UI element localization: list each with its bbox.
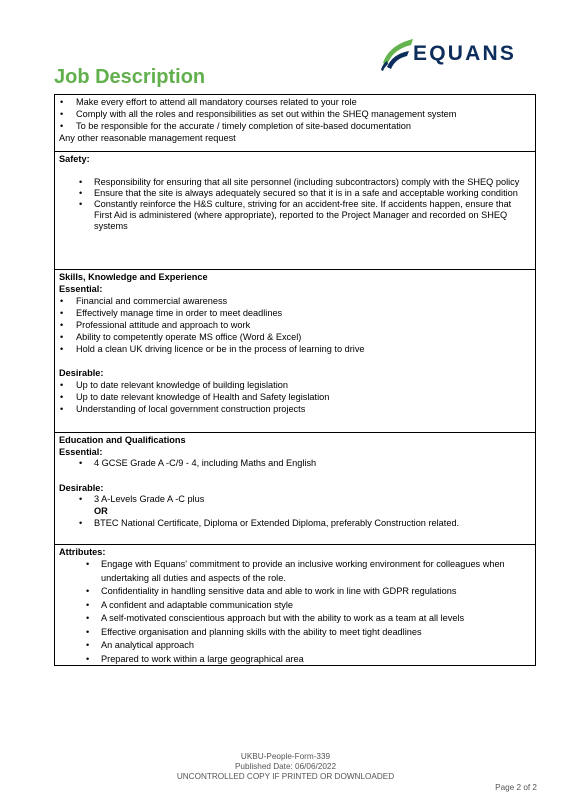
list-item: • Responsibility for ensuring that all site personnel (including subcontractors) comply with the SHEQ policy bbox=[55, 177, 535, 188]
list-item: • Engage with Equans' commitment to provide an inclusive working environment for colleagues when undertaking all duties and aspects of the role. bbox=[55, 558, 535, 585]
list-item: • To be responsible for the accurate / timely completion of site-based documentation bbox=[55, 120, 535, 132]
or-label: OR bbox=[94, 506, 108, 516]
intro-line: Any other reasonable management request bbox=[59, 133, 236, 143]
footer-published-date: Published Date: 06/06/2022 bbox=[234, 762, 337, 771]
list-item: • Make every effort to attend all mandatory courses related to your role bbox=[55, 96, 535, 108]
intro-section bbox=[55, 95, 535, 151]
list-item: • Up to date relevant knowledge of Health and Safety legislation bbox=[55, 391, 535, 403]
list-item: • Effective organisation and planning skills with the ability to meet tight deadlines bbox=[55, 626, 535, 640]
skills-desirable-heading: Desirable: bbox=[59, 368, 104, 378]
list-item: • 4 GCSE Grade A -C/9 - 4, including Maths and English bbox=[55, 458, 535, 469]
list-item: • Comply with all the roles and responsibilities as set out within the SHEQ management system bbox=[55, 108, 535, 120]
education-desirable-list bbox=[55, 494, 535, 505]
education-desirable-list-2 bbox=[55, 518, 535, 529]
attributes-heading: Attributes: bbox=[59, 547, 106, 557]
page-title: Job Description bbox=[54, 66, 206, 88]
list-item: • Prepared to work within a large geographical area bbox=[55, 653, 535, 667]
skills-essential-heading: Essential: bbox=[59, 284, 103, 294]
skills-desirable-list bbox=[55, 379, 535, 415]
safety-section bbox=[55, 151, 535, 269]
equans-logo-mark-icon bbox=[379, 33, 415, 71]
education-desirable-heading: Desirable: bbox=[59, 483, 104, 493]
attributes-list bbox=[55, 558, 535, 666]
footer-form-id: UKBU-People-Form-339 bbox=[240, 752, 331, 761]
list-item: • Confidentiality in handling sensitive data and able to work in line with GDPR regulations bbox=[55, 585, 535, 599]
list-item: • Ability to competently operate MS office (Word & Excel) bbox=[55, 331, 535, 343]
job-description-table bbox=[54, 94, 536, 666]
list-item: • Financial and commercial awareness bbox=[55, 295, 535, 307]
list-item: • Effectively manage time in order to meet deadlines bbox=[55, 307, 535, 319]
skills-essential-list bbox=[55, 295, 535, 355]
list-item: • Up to date relevant knowledge of building legislation bbox=[55, 379, 535, 391]
education-essential-heading: Essential: bbox=[59, 447, 103, 457]
list-item: • Hold a clean UK driving licence or be in the process of learning to drive bbox=[55, 343, 535, 355]
list-item: • A confident and adaptable communication style bbox=[55, 599, 535, 613]
footer-uncontrolled-notice: UNCONTROLLED COPY IF PRINTED OR DOWNLOADED bbox=[176, 772, 395, 781]
skills-section bbox=[55, 269, 535, 433]
education-essential-list bbox=[55, 458, 535, 469]
list-item: • BTEC National Certificate, Diploma or Extended Diploma, preferably Construction related. bbox=[55, 518, 535, 529]
logo-wordmark: EQUANS bbox=[413, 42, 517, 65]
education-section bbox=[55, 432, 535, 545]
intro-list bbox=[55, 96, 535, 132]
safety-list bbox=[55, 177, 535, 232]
list-item: • Understanding of local government construction projects bbox=[55, 403, 535, 415]
list-item: • A self-motivated conscientious approach but with the ability to work as a team at all levels bbox=[55, 612, 535, 626]
list-item: • Constantly reinforce the H&S culture, striving for an accident-free site. If accidents happen, ensure that First Aid is administered (where appropriate), reported to the Project Manager and recorded on SHEQ systems bbox=[55, 199, 535, 232]
list-item: • 3 A-Levels Grade A -C plus bbox=[55, 494, 535, 505]
page-number: Page 2 of 2 bbox=[495, 783, 537, 792]
list-item: • Ensure that the site is always adequately secured so that it is in a safe and acceptable working condition bbox=[55, 188, 535, 199]
list-item: • An analytical approach bbox=[55, 639, 535, 653]
safety-heading: Safety: bbox=[59, 154, 90, 164]
education-heading: Education and Qualifications bbox=[59, 435, 186, 445]
skills-heading: Skills, Knowledge and Experience bbox=[59, 272, 208, 282]
equans-logo bbox=[379, 33, 524, 71]
list-item: • Professional attitude and approach to work bbox=[55, 319, 535, 331]
attributes-section bbox=[55, 544, 535, 667]
